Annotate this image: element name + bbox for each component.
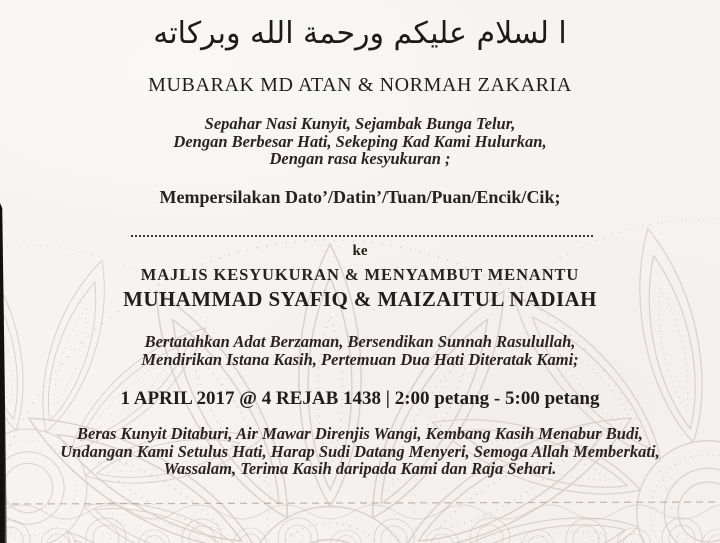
to-label: ke (352, 243, 368, 259)
couple-names: MUHAMMAD SYAFIQ & MAIZAITUL NADIAH (123, 287, 597, 311)
middle-verse (0, 333, 720, 368)
event-datetime: 1 APRIL 2017 @ 4 REJAB 1438 | 2:00 petang - 5:00 petang (120, 388, 600, 409)
event-title: MAJLIS KESYUKURAN & MENYAMBUT MENANTU (140, 265, 580, 284)
opening-verse-line: Dengan Berbesar Hati, Sekeping Kad Kami Hulurkan, (173, 131, 547, 151)
opening-verse-line: Dengan rasa kesyukuran ; (269, 149, 451, 168)
closing-verse-line: Wassalam, Terima Kasih daripada Kami dan Raja Sehari. (163, 459, 557, 478)
closing-verse-line: Undangan Kami Setulus Hati, Harap Sudi Datang Menyeri, Semoga Allah Memberkati, (60, 441, 660, 461)
opening-verse (0, 115, 720, 168)
middle-verse-line: Mendirikan Istana Kasih, Pertemuan Dua Hati Diteratak Kami; (141, 349, 579, 369)
guest-salutation-line: Mempersilakan Dato’/Datin’/Tuan/Puan/Encik/Cik; (159, 187, 561, 207)
bottom-ornament-band (0, 505, 720, 543)
dotted-separator (131, 235, 593, 237)
middle-verse-line: Bertatahkan Adat Berzaman, Bersendikan Sunnah Rasulullah, (144, 332, 576, 351)
arabic-salutation: ا لسلام عليكم ورحمة الله وبركاته (153, 16, 567, 51)
hosts-names: MUBARAK MD ATAN & NORMAH ZAKARIA (148, 74, 572, 96)
closing-verse-line: Beras Kunyit Ditaburi, Air Mawar Direnjis Wangi, Kembang Kasih Menabur Budi, (77, 424, 643, 443)
closing-verse (0, 425, 720, 478)
opening-verse-line: Sepahar Nasi Kunyit, Sejambak Bunga Telur, (204, 114, 516, 133)
